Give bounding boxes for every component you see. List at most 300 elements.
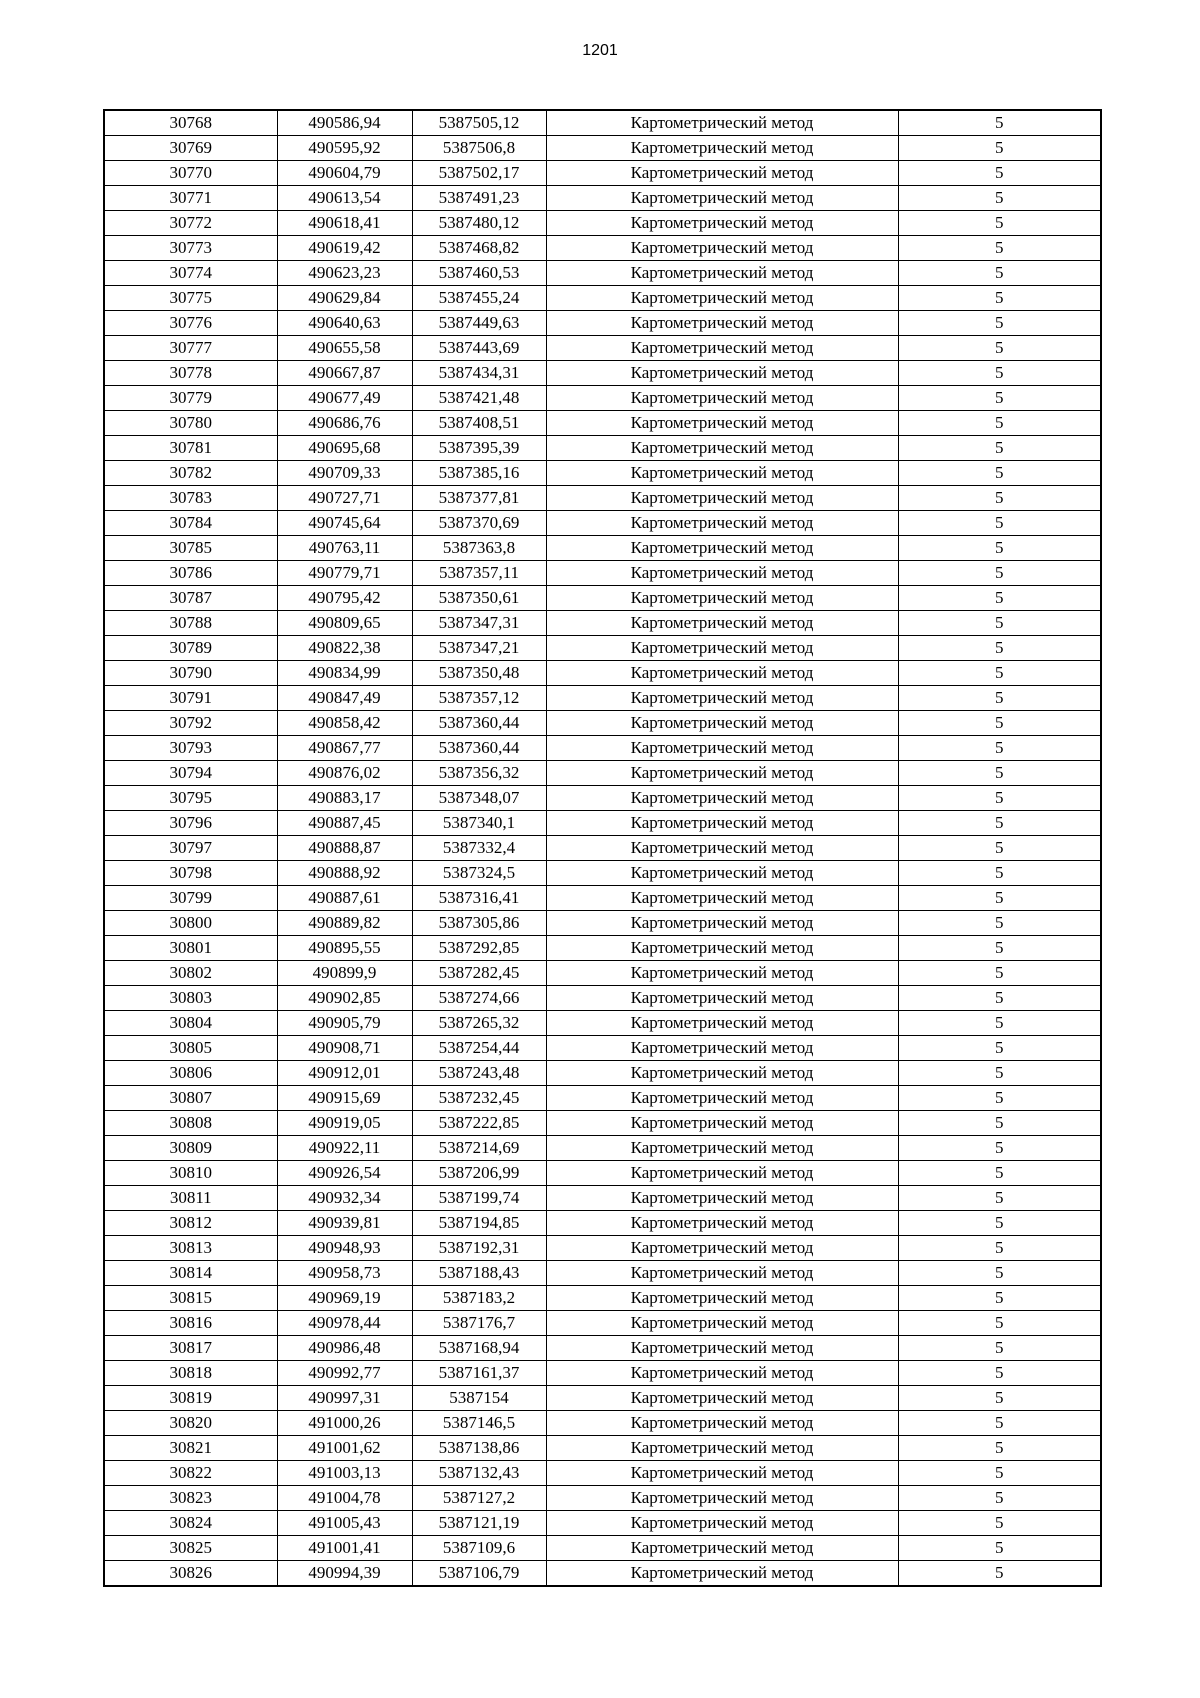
x-coordinate-cell: 490978,44 — [277, 1311, 412, 1336]
y-coordinate-cell: 5387183,2 — [412, 1286, 546, 1311]
x-coordinate-cell: 490779,71 — [277, 561, 412, 586]
x-coordinate-cell: 490922,11 — [277, 1136, 412, 1161]
y-coordinate-cell: 5387443,69 — [412, 336, 546, 361]
table-row — [104, 1286, 1101, 1311]
table-row — [104, 211, 1101, 236]
x-coordinate-cell: 490847,49 — [277, 686, 412, 711]
y-coordinate-cell: 5387324,5 — [412, 861, 546, 886]
point-number-cell: 30813 — [104, 1236, 277, 1261]
y-coordinate-cell: 5387176,7 — [412, 1311, 546, 1336]
y-coordinate-cell: 5387480,12 — [412, 211, 546, 236]
point-number-cell: 30791 — [104, 686, 277, 711]
point-number-cell: 30799 — [104, 886, 277, 911]
y-coordinate-cell: 5387491,23 — [412, 186, 546, 211]
method-cell: Картометрический метод — [546, 261, 898, 286]
table-row — [104, 136, 1101, 161]
method-cell: Картометрический метод — [546, 311, 898, 336]
method-cell: Картометрический метод — [546, 1086, 898, 1111]
table-row — [104, 561, 1101, 586]
y-coordinate-cell: 5387468,82 — [412, 236, 546, 261]
point-number-cell: 30803 — [104, 986, 277, 1011]
point-number-cell: 30822 — [104, 1461, 277, 1486]
accuracy-cell: 5 — [898, 811, 1101, 836]
accuracy-cell: 5 — [898, 261, 1101, 286]
y-coordinate-cell: 5387243,48 — [412, 1061, 546, 1086]
x-coordinate-cell: 490822,38 — [277, 636, 412, 661]
accuracy-cell: 5 — [898, 1561, 1101, 1587]
table-row — [104, 511, 1101, 536]
accuracy-cell: 5 — [898, 511, 1101, 536]
point-number-cell: 30817 — [104, 1336, 277, 1361]
y-coordinate-cell: 5387232,45 — [412, 1086, 546, 1111]
table-row — [104, 361, 1101, 386]
y-coordinate-cell: 5387347,31 — [412, 611, 546, 636]
y-coordinate-cell: 5387360,44 — [412, 736, 546, 761]
page-number: 1201 — [582, 42, 618, 59]
accuracy-cell: 5 — [898, 961, 1101, 986]
method-cell: Картометрический метод — [546, 1136, 898, 1161]
method-cell: Картометрический метод — [546, 961, 898, 986]
table-row — [104, 1336, 1101, 1361]
x-coordinate-cell: 490867,77 — [277, 736, 412, 761]
method-cell: Картометрический метод — [546, 186, 898, 211]
point-number-cell: 30780 — [104, 411, 277, 436]
accuracy-cell: 5 — [898, 1011, 1101, 1036]
y-coordinate-cell: 5387332,4 — [412, 836, 546, 861]
point-number-cell: 30797 — [104, 836, 277, 861]
y-coordinate-cell: 5387282,45 — [412, 961, 546, 986]
y-coordinate-cell: 5387121,19 — [412, 1511, 546, 1536]
x-coordinate-cell: 490915,69 — [277, 1086, 412, 1111]
point-number-cell: 30821 — [104, 1436, 277, 1461]
x-coordinate-cell: 490889,82 — [277, 911, 412, 936]
accuracy-cell: 5 — [898, 336, 1101, 361]
point-number-cell: 30800 — [104, 911, 277, 936]
x-coordinate-cell: 491001,41 — [277, 1536, 412, 1561]
x-coordinate-cell: 490695,68 — [277, 436, 412, 461]
method-cell: Картометрический метод — [546, 611, 898, 636]
accuracy-cell: 5 — [898, 986, 1101, 1011]
y-coordinate-cell: 5387316,41 — [412, 886, 546, 911]
x-coordinate-cell: 490655,58 — [277, 336, 412, 361]
table-row — [104, 486, 1101, 511]
x-coordinate-cell: 490677,49 — [277, 386, 412, 411]
x-coordinate-cell: 490745,64 — [277, 511, 412, 536]
accuracy-cell: 5 — [898, 161, 1101, 186]
y-coordinate-cell: 5387363,8 — [412, 536, 546, 561]
accuracy-cell: 5 — [898, 1511, 1101, 1536]
table-row — [104, 1411, 1101, 1436]
accuracy-cell: 5 — [898, 786, 1101, 811]
x-coordinate-cell: 490908,71 — [277, 1036, 412, 1061]
y-coordinate-cell: 5387106,79 — [412, 1561, 546, 1587]
method-cell: Картометрический метод — [546, 586, 898, 611]
accuracy-cell: 5 — [898, 1411, 1101, 1436]
point-number-cell: 30773 — [104, 236, 277, 261]
accuracy-cell: 5 — [898, 361, 1101, 386]
accuracy-cell: 5 — [898, 1236, 1101, 1261]
method-cell: Картометрический метод — [546, 461, 898, 486]
table-row — [104, 161, 1101, 186]
table-row — [104, 586, 1101, 611]
x-coordinate-cell: 491005,43 — [277, 1511, 412, 1536]
point-number-cell: 30810 — [104, 1161, 277, 1186]
point-number-cell: 30818 — [104, 1361, 277, 1386]
point-number-cell: 30806 — [104, 1061, 277, 1086]
table-row — [104, 1386, 1101, 1411]
method-cell: Картометрический метод — [546, 1236, 898, 1261]
x-coordinate-cell: 490919,05 — [277, 1111, 412, 1136]
y-coordinate-cell: 5387154 — [412, 1386, 546, 1411]
method-cell: Картометрический метод — [546, 936, 898, 961]
point-number-cell: 30778 — [104, 361, 277, 386]
point-number-cell: 30786 — [104, 561, 277, 586]
accuracy-cell: 5 — [898, 836, 1101, 861]
point-number-cell: 30824 — [104, 1511, 277, 1536]
y-coordinate-cell: 5387274,66 — [412, 986, 546, 1011]
method-cell: Картометрический метод — [546, 1211, 898, 1236]
x-coordinate-cell: 490912,01 — [277, 1061, 412, 1086]
accuracy-cell: 5 — [898, 311, 1101, 336]
method-cell: Картометрический метод — [546, 1011, 898, 1036]
x-coordinate-cell: 490895,55 — [277, 936, 412, 961]
accuracy-cell: 5 — [898, 886, 1101, 911]
point-number-cell: 30802 — [104, 961, 277, 986]
method-cell: Картометрический метод — [546, 236, 898, 261]
x-coordinate-cell: 490997,31 — [277, 1386, 412, 1411]
method-cell: Картометрический метод — [546, 1511, 898, 1536]
method-cell: Картометрический метод — [546, 1386, 898, 1411]
y-coordinate-cell: 5387127,2 — [412, 1486, 546, 1511]
accuracy-cell: 5 — [898, 536, 1101, 561]
x-coordinate-cell: 490834,99 — [277, 661, 412, 686]
accuracy-cell: 5 — [898, 911, 1101, 936]
x-coordinate-cell: 490623,23 — [277, 261, 412, 286]
accuracy-cell: 5 — [898, 1086, 1101, 1111]
accuracy-cell: 5 — [898, 711, 1101, 736]
table-row — [104, 711, 1101, 736]
accuracy-cell: 5 — [898, 211, 1101, 236]
table-row — [104, 110, 1101, 136]
x-coordinate-cell: 490932,34 — [277, 1186, 412, 1211]
table-row — [104, 811, 1101, 836]
y-coordinate-cell: 5387449,63 — [412, 311, 546, 336]
method-cell: Картометрический метод — [546, 110, 898, 136]
method-cell: Картометрический метод — [546, 361, 898, 386]
x-coordinate-cell: 490763,11 — [277, 536, 412, 561]
accuracy-cell: 5 — [898, 1536, 1101, 1561]
y-coordinate-cell: 5387192,31 — [412, 1236, 546, 1261]
x-coordinate-cell: 490604,79 — [277, 161, 412, 186]
table-row — [104, 661, 1101, 686]
method-cell: Картометрический метод — [546, 486, 898, 511]
y-coordinate-cell: 5387214,69 — [412, 1136, 546, 1161]
table-row — [104, 1361, 1101, 1386]
point-number-cell: 30793 — [104, 736, 277, 761]
point-number-cell: 30798 — [104, 861, 277, 886]
x-coordinate-cell: 490619,42 — [277, 236, 412, 261]
coordinates-table-body — [104, 110, 1101, 1586]
accuracy-cell: 5 — [898, 286, 1101, 311]
table-row — [104, 1061, 1101, 1086]
x-coordinate-cell: 490994,39 — [277, 1561, 412, 1587]
y-coordinate-cell: 5387146,5 — [412, 1411, 546, 1436]
point-number-cell: 30808 — [104, 1111, 277, 1136]
table-row — [104, 1536, 1101, 1561]
point-number-cell: 30801 — [104, 936, 277, 961]
point-number-cell: 30787 — [104, 586, 277, 611]
x-coordinate-cell: 490858,42 — [277, 711, 412, 736]
y-coordinate-cell: 5387434,31 — [412, 361, 546, 386]
table-row — [104, 836, 1101, 861]
x-coordinate-cell: 490948,93 — [277, 1236, 412, 1261]
accuracy-cell: 5 — [898, 1036, 1101, 1061]
point-number-cell: 30794 — [104, 761, 277, 786]
accuracy-cell: 5 — [898, 1361, 1101, 1386]
table-row — [104, 1211, 1101, 1236]
table-row — [104, 1111, 1101, 1136]
method-cell: Картометрический метод — [546, 861, 898, 886]
table-row — [104, 1161, 1101, 1186]
table-row — [104, 461, 1101, 486]
y-coordinate-cell: 5387199,74 — [412, 1186, 546, 1211]
y-coordinate-cell: 5387347,21 — [412, 636, 546, 661]
point-number-cell: 30811 — [104, 1186, 277, 1211]
table-row — [104, 736, 1101, 761]
y-coordinate-cell: 5387506,8 — [412, 136, 546, 161]
method-cell: Картометрический метод — [546, 136, 898, 161]
accuracy-cell: 5 — [898, 586, 1101, 611]
point-number-cell: 30774 — [104, 261, 277, 286]
accuracy-cell: 5 — [898, 486, 1101, 511]
table-row — [104, 1086, 1101, 1111]
table-row — [104, 261, 1101, 286]
x-coordinate-cell: 490969,19 — [277, 1286, 412, 1311]
point-number-cell: 30783 — [104, 486, 277, 511]
y-coordinate-cell: 5387360,44 — [412, 711, 546, 736]
x-coordinate-cell: 490795,42 — [277, 586, 412, 611]
x-coordinate-cell: 490640,63 — [277, 311, 412, 336]
point-number-cell: 30785 — [104, 536, 277, 561]
y-coordinate-cell: 5387421,48 — [412, 386, 546, 411]
accuracy-cell: 5 — [898, 386, 1101, 411]
y-coordinate-cell: 5387348,07 — [412, 786, 546, 811]
table-row — [104, 536, 1101, 561]
method-cell: Картометрический метод — [546, 511, 898, 536]
table-row — [104, 1011, 1101, 1036]
x-coordinate-cell: 490595,92 — [277, 136, 412, 161]
point-number-cell: 30795 — [104, 786, 277, 811]
table-row — [104, 1486, 1101, 1511]
accuracy-cell: 5 — [898, 761, 1101, 786]
coordinates-table — [103, 109, 1102, 1587]
accuracy-cell: 5 — [898, 110, 1101, 136]
y-coordinate-cell: 5387161,37 — [412, 1361, 546, 1386]
method-cell: Картометрический метод — [546, 1336, 898, 1361]
table-row — [104, 1136, 1101, 1161]
table-row — [104, 1186, 1101, 1211]
y-coordinate-cell: 5387305,86 — [412, 911, 546, 936]
accuracy-cell: 5 — [898, 936, 1101, 961]
x-coordinate-cell: 490939,81 — [277, 1211, 412, 1236]
y-coordinate-cell: 5387350,48 — [412, 661, 546, 686]
x-coordinate-cell: 490618,41 — [277, 211, 412, 236]
table-row — [104, 786, 1101, 811]
x-coordinate-cell: 490686,76 — [277, 411, 412, 436]
accuracy-cell: 5 — [898, 561, 1101, 586]
y-coordinate-cell: 5387385,16 — [412, 461, 546, 486]
y-coordinate-cell: 5387188,43 — [412, 1261, 546, 1286]
accuracy-cell: 5 — [898, 1136, 1101, 1161]
accuracy-cell: 5 — [898, 636, 1101, 661]
method-cell: Картометрический метод — [546, 1286, 898, 1311]
method-cell: Картометрический метод — [546, 836, 898, 861]
accuracy-cell: 5 — [898, 411, 1101, 436]
y-coordinate-cell: 5387505,12 — [412, 110, 546, 136]
accuracy-cell: 5 — [898, 1286, 1101, 1311]
point-number-cell: 30805 — [104, 1036, 277, 1061]
x-coordinate-cell: 491000,26 — [277, 1411, 412, 1436]
method-cell: Картометрический метод — [546, 1111, 898, 1136]
point-number-cell: 30820 — [104, 1411, 277, 1436]
table-row — [104, 961, 1101, 986]
table-row — [104, 1511, 1101, 1536]
table-row — [104, 436, 1101, 461]
table-row — [104, 286, 1101, 311]
table-row — [104, 1311, 1101, 1336]
table-row — [104, 1561, 1101, 1587]
y-coordinate-cell: 5387292,85 — [412, 936, 546, 961]
table-row — [104, 411, 1101, 436]
point-number-cell: 30807 — [104, 1086, 277, 1111]
x-coordinate-cell: 490899,9 — [277, 961, 412, 986]
table-row — [104, 236, 1101, 261]
method-cell: Картометрический метод — [546, 1311, 898, 1336]
x-coordinate-cell: 490887,45 — [277, 811, 412, 836]
point-number-cell: 30815 — [104, 1286, 277, 1311]
table-row — [104, 861, 1101, 886]
y-coordinate-cell: 5387350,61 — [412, 586, 546, 611]
method-cell: Картометрический метод — [546, 761, 898, 786]
method-cell: Картометрический метод — [546, 286, 898, 311]
method-cell: Картометрический метод — [546, 436, 898, 461]
method-cell: Картометрический метод — [546, 711, 898, 736]
method-cell: Картометрический метод — [546, 336, 898, 361]
accuracy-cell: 5 — [898, 1186, 1101, 1211]
x-coordinate-cell: 490727,71 — [277, 486, 412, 511]
y-coordinate-cell: 5387370,69 — [412, 511, 546, 536]
method-cell: Картометрический метод — [546, 786, 898, 811]
accuracy-cell: 5 — [898, 736, 1101, 761]
table-row — [104, 1436, 1101, 1461]
point-number-cell: 30768 — [104, 110, 277, 136]
method-cell: Картометрический метод — [546, 686, 898, 711]
accuracy-cell: 5 — [898, 1061, 1101, 1086]
x-coordinate-cell: 490905,79 — [277, 1011, 412, 1036]
method-cell: Картометрический метод — [546, 411, 898, 436]
method-cell: Картометрический метод — [546, 1486, 898, 1511]
point-number-cell: 30789 — [104, 636, 277, 661]
point-number-cell: 30812 — [104, 1211, 277, 1236]
point-number-cell: 30790 — [104, 661, 277, 686]
accuracy-cell: 5 — [898, 186, 1101, 211]
y-coordinate-cell: 5387460,53 — [412, 261, 546, 286]
y-coordinate-cell: 5387168,94 — [412, 1336, 546, 1361]
accuracy-cell: 5 — [898, 861, 1101, 886]
x-coordinate-cell: 490888,87 — [277, 836, 412, 861]
accuracy-cell: 5 — [898, 136, 1101, 161]
x-coordinate-cell: 490629,84 — [277, 286, 412, 311]
method-cell: Картометрический метод — [546, 161, 898, 186]
point-number-cell: 30825 — [104, 1536, 277, 1561]
x-coordinate-cell: 490926,54 — [277, 1161, 412, 1186]
x-coordinate-cell: 491003,13 — [277, 1461, 412, 1486]
method-cell: Картометрический метод — [546, 1186, 898, 1211]
y-coordinate-cell: 5387109,6 — [412, 1536, 546, 1561]
y-coordinate-cell: 5387265,32 — [412, 1011, 546, 1036]
method-cell: Картометрический метод — [546, 1061, 898, 1086]
x-coordinate-cell: 490888,92 — [277, 861, 412, 886]
method-cell: Картометрический метод — [546, 1036, 898, 1061]
y-coordinate-cell: 5387194,85 — [412, 1211, 546, 1236]
method-cell: Картометрический метод — [546, 1461, 898, 1486]
y-coordinate-cell: 5387138,86 — [412, 1436, 546, 1461]
accuracy-cell: 5 — [898, 1486, 1101, 1511]
y-coordinate-cell: 5387455,24 — [412, 286, 546, 311]
x-coordinate-cell: 490667,87 — [277, 361, 412, 386]
accuracy-cell: 5 — [898, 1436, 1101, 1461]
table-row — [104, 911, 1101, 936]
accuracy-cell: 5 — [898, 1261, 1101, 1286]
method-cell: Картометрический метод — [546, 636, 898, 661]
point-number-cell: 30819 — [104, 1386, 277, 1411]
accuracy-cell: 5 — [898, 1336, 1101, 1361]
method-cell: Картометрический метод — [546, 1411, 898, 1436]
method-cell: Картометрический метод — [546, 736, 898, 761]
table-row — [104, 186, 1101, 211]
method-cell: Картометрический метод — [546, 886, 898, 911]
point-number-cell: 30826 — [104, 1561, 277, 1587]
point-number-cell: 30776 — [104, 311, 277, 336]
table-row — [104, 986, 1101, 1011]
accuracy-cell: 5 — [898, 1386, 1101, 1411]
method-cell: Картометрический метод — [546, 986, 898, 1011]
point-number-cell: 30814 — [104, 1261, 277, 1286]
y-coordinate-cell: 5387357,12 — [412, 686, 546, 711]
table-row — [104, 336, 1101, 361]
method-cell: Картометрический метод — [546, 1261, 898, 1286]
point-number-cell: 30770 — [104, 161, 277, 186]
method-cell: Картометрический метод — [546, 661, 898, 686]
x-coordinate-cell: 491001,62 — [277, 1436, 412, 1461]
point-number-cell: 30777 — [104, 336, 277, 361]
x-coordinate-cell: 490887,61 — [277, 886, 412, 911]
accuracy-cell: 5 — [898, 461, 1101, 486]
y-coordinate-cell: 5387206,99 — [412, 1161, 546, 1186]
accuracy-cell: 5 — [898, 436, 1101, 461]
y-coordinate-cell: 5387502,17 — [412, 161, 546, 186]
y-coordinate-cell: 5387222,85 — [412, 1111, 546, 1136]
table-row — [104, 1236, 1101, 1261]
x-coordinate-cell: 490958,73 — [277, 1261, 412, 1286]
accuracy-cell: 5 — [898, 1111, 1101, 1136]
x-coordinate-cell: 490992,77 — [277, 1361, 412, 1386]
point-number-cell: 30769 — [104, 136, 277, 161]
method-cell: Картометрический метод — [546, 911, 898, 936]
x-coordinate-cell: 490883,17 — [277, 786, 412, 811]
table-row — [104, 636, 1101, 661]
y-coordinate-cell: 5387340,1 — [412, 811, 546, 836]
